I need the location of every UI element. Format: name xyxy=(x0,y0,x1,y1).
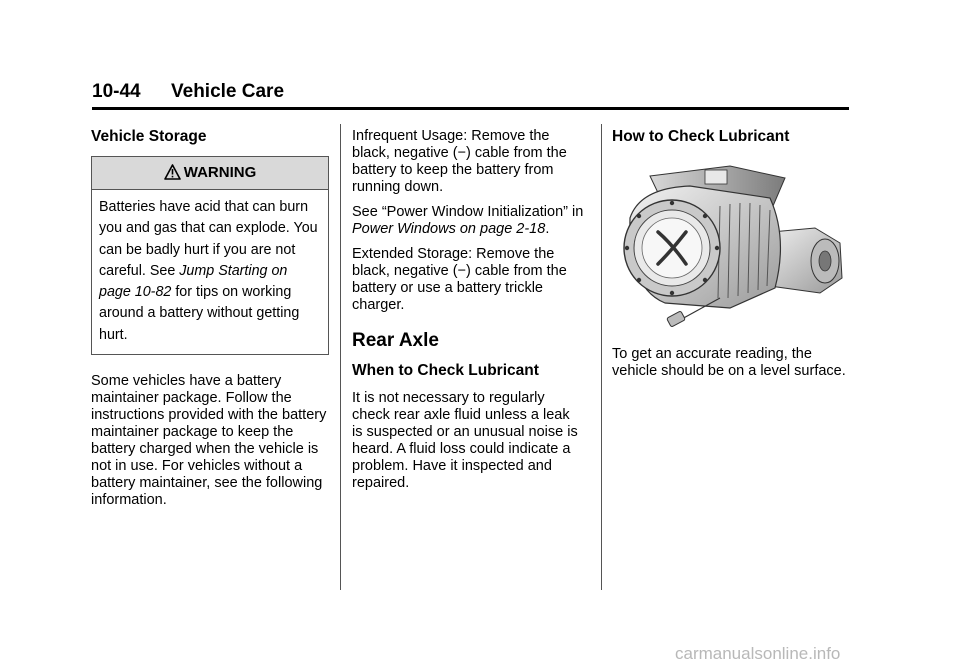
page-header xyxy=(92,81,849,110)
infrequent-usage-paragraph: Infrequent Usage: Remove the black, negative (−) cable from the battery to keep the battery from running down. xyxy=(352,128,567,195)
warning-text: Batteries have acid that can burn you and gas that can explode. You can be badly hurt if you are not careful. See Jump Starting on page 10-82 for tips on working around a battery without getting hurt. xyxy=(99,199,318,343)
when-to-check-heading: When to Check Lubricant xyxy=(352,362,539,379)
column-divider xyxy=(340,124,341,590)
battery-maintainer-paragraph: Some vehicles have a battery maintainer package. Follow the instructions provided with the battery maintainer package to keep the battery charged when the vehicle is not in use. For vehicles without a battery maintainer, see the following information. xyxy=(91,373,327,509)
warning-triangle-icon xyxy=(164,160,181,192)
how-to-check-heading: How to Check Lubricant xyxy=(612,128,790,145)
warning-title: WARNING xyxy=(183,164,257,181)
warning-box xyxy=(91,156,329,355)
vehicle-storage-heading: Vehicle Storage xyxy=(91,128,207,145)
page-number: 10-44 xyxy=(92,81,141,102)
chapter-title: Vehicle Care xyxy=(171,81,285,102)
warning-header xyxy=(92,157,328,190)
jump-starting-link[interactable]: Jump Starting on page 10-82 xyxy=(99,262,288,301)
column-divider xyxy=(601,124,602,590)
when-to-check-paragraph: It is not necessary to regularly check rear axle fluid unless a leak is suspected or an unusual noise is heard. A fluid loss could indicate a problem. Have it inspected and repaired. xyxy=(352,390,578,491)
watermark: carmanualsonline.info xyxy=(675,644,841,663)
column-2 xyxy=(352,128,584,500)
power-window-paragraph: See “Power Window Initialization” in Power Windows on page 2-18. xyxy=(352,204,584,237)
rear-axle-title: Rear Axle xyxy=(352,330,439,351)
rear-axle-illustration xyxy=(610,158,846,328)
column-1 xyxy=(91,128,331,517)
power-windows-link[interactable]: Power Windows on page 2-18 xyxy=(352,221,546,237)
extended-storage-paragraph: Extended Storage: Remove the black, negative (−) cable from the battery or use a battery trickle charger. xyxy=(352,246,567,313)
accurate-reading-paragraph: To get an accurate reading, the vehicle should be on a level surface. xyxy=(612,346,846,379)
column-3 xyxy=(612,128,852,388)
